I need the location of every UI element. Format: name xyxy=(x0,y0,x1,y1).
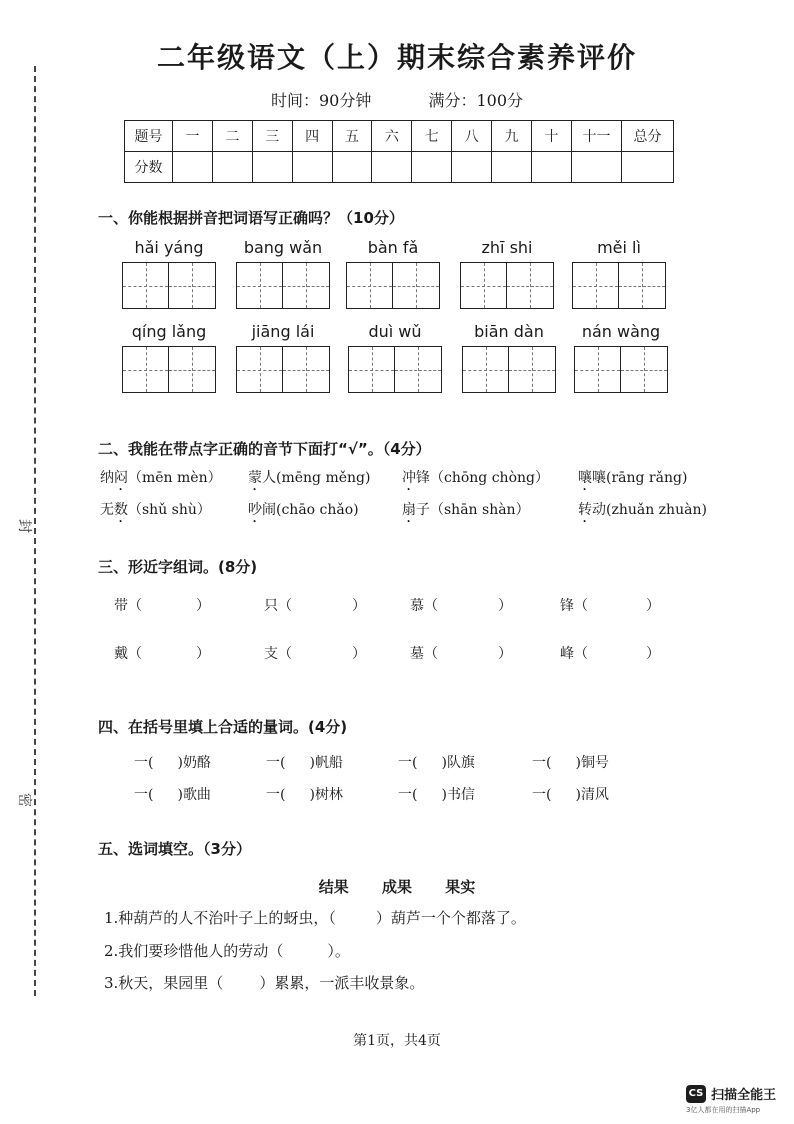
writing-box[interactable] xyxy=(393,262,440,309)
writing-box[interactable] xyxy=(460,262,507,309)
writing-box[interactable] xyxy=(574,346,621,393)
score-table-header-row xyxy=(125,121,674,152)
measure-item: 一( )铜号 xyxy=(532,755,609,771)
score-header-cell: 五 xyxy=(332,121,372,152)
score-header-cell: 九 xyxy=(492,121,532,152)
margin-char-secret: 密 xyxy=(16,793,32,807)
choice-item: 吵闹(chāo chǎo) xyxy=(248,502,359,518)
choice-item: 无数（shǔ shù） xyxy=(100,502,211,518)
pinyin-text: biān dàn xyxy=(474,322,544,341)
word-blank: 只（ ） xyxy=(264,598,366,614)
pinyin-item xyxy=(572,238,666,309)
measure-item: 一( )帆船 xyxy=(266,755,343,771)
writing-box[interactable] xyxy=(462,346,509,393)
margin-char-seal: 封 xyxy=(16,519,32,533)
word-option: 果实 xyxy=(445,878,476,896)
writing-box[interactable] xyxy=(346,262,393,309)
pinyin-row-1 xyxy=(0,238,794,328)
score-input-cell[interactable] xyxy=(532,152,572,183)
writing-box[interactable] xyxy=(169,346,216,393)
camscanner-logo-icon: CS xyxy=(686,1085,706,1103)
writing-box[interactable] xyxy=(169,262,216,309)
score-table xyxy=(124,120,674,183)
pinyin-text: nán wàng xyxy=(581,322,661,341)
exam-time: 时间：90分钟 xyxy=(270,91,372,110)
measure-item: 一( )队旗 xyxy=(398,755,475,771)
pinyin-text: jiāng lái xyxy=(251,322,315,341)
pinyin-text: bàn fǎ xyxy=(367,238,419,257)
choice-item: 嚷嚷(rāng rǎng) xyxy=(578,470,688,486)
score-input-cell[interactable] xyxy=(212,152,252,183)
pinyin-text: měi lì xyxy=(597,238,641,257)
pinyin-item xyxy=(460,238,554,309)
pinyin-text: qíng lǎng xyxy=(131,322,207,341)
score-header-cell: 总分 xyxy=(622,121,674,152)
choice-item: 冲锋（chōng chòng） xyxy=(402,470,549,486)
pinyin-item xyxy=(574,322,668,393)
word-blank: 支（ ） xyxy=(264,646,366,662)
writing-box[interactable] xyxy=(621,346,668,393)
watermark-brand: 扫描全能王 xyxy=(711,1088,777,1103)
measure-item: 一( )歌曲 xyxy=(134,787,211,803)
fill-question-3: 3.秋天，果园里（ ）累累，一派丰收景象。 xyxy=(104,974,425,992)
score-header-cell: 二 xyxy=(212,121,252,152)
score-input-cell[interactable] xyxy=(622,152,674,183)
choice-item: 转动(zhuǎn zhuàn) xyxy=(578,502,707,518)
score-input-cell[interactable] xyxy=(572,152,622,183)
pinyin-row-2 xyxy=(0,322,794,412)
measure-item: 一( )奶酪 xyxy=(134,755,211,771)
page-title: 二年级语文（上）期末综合素养评价 xyxy=(156,41,637,74)
measure-item: 一( )清风 xyxy=(532,787,609,803)
pinyin-text: bang wǎn xyxy=(243,238,323,257)
exam-full-score: 满分：100分 xyxy=(428,91,523,110)
score-header-cell: 一 xyxy=(173,121,213,152)
measure-item: 一( )书信 xyxy=(398,787,475,803)
section3-title: 三、形近字组词。(8分) xyxy=(98,558,258,576)
section5-title: 五、选词填空。（3分） xyxy=(98,840,251,858)
writing-box[interactable] xyxy=(509,346,556,393)
score-input-cell[interactable] xyxy=(372,152,412,183)
score-input-cell[interactable] xyxy=(492,152,532,183)
score-header-cell: 四 xyxy=(292,121,332,152)
word-option: 成果 xyxy=(381,878,412,896)
pinyin-text: duì wǔ xyxy=(368,322,422,341)
word-blank: 慕（ ） xyxy=(410,598,512,614)
score-input-cell[interactable] xyxy=(412,152,452,183)
word-blank: 带（ ） xyxy=(114,598,210,614)
pinyin-item xyxy=(122,238,216,309)
writing-box[interactable] xyxy=(395,346,442,393)
word-blank: 锋（ ） xyxy=(560,598,660,614)
pinyin-item xyxy=(122,322,216,393)
measure-item: 一( )树林 xyxy=(266,787,343,803)
section1-title: 一、你能根据拼音把词语写正确吗？（10分） xyxy=(98,209,404,227)
score-header-cell: 八 xyxy=(452,121,492,152)
score-input-cell[interactable] xyxy=(173,152,213,183)
exam-info xyxy=(0,88,794,111)
score-header-cell: 六 xyxy=(372,121,412,152)
pinyin-item xyxy=(236,238,330,309)
choice-item: 蒙人(mēng měng) xyxy=(248,470,371,486)
writing-box[interactable] xyxy=(283,262,330,309)
choice-item: 扇子（shān shàn） xyxy=(402,502,530,518)
watermark-tagline: 3亿人都在用的扫描App xyxy=(686,1106,761,1114)
writing-box[interactable] xyxy=(122,262,169,309)
score-input-cell[interactable] xyxy=(292,152,332,183)
word-option: 结果 xyxy=(318,878,349,896)
writing-box[interactable] xyxy=(122,346,169,393)
score-input-cell[interactable] xyxy=(252,152,292,183)
fill-question-1: 1.种葫芦的人不治叶子上的蚜虫，（ ）葫芦一个个都落了。 xyxy=(104,909,526,927)
writing-box[interactable] xyxy=(619,262,666,309)
writing-box[interactable] xyxy=(348,346,395,393)
writing-box[interactable] xyxy=(283,346,330,393)
writing-box[interactable] xyxy=(236,262,283,309)
pinyin-item xyxy=(346,238,440,309)
scanner-watermark xyxy=(686,1083,794,1115)
score-header-cell: 十 xyxy=(532,121,572,152)
pinyin-item xyxy=(348,322,442,393)
section2-title: 二、我能在带点字正确的音节下面打“√”。（4分） xyxy=(98,440,431,458)
score-header-cell: 三 xyxy=(252,121,292,152)
choice-item: 纳闷（mēn mèn） xyxy=(100,470,222,486)
score-input-cell[interactable] xyxy=(332,152,372,183)
score-header-cell: 题号 xyxy=(125,121,173,152)
word-bank xyxy=(0,876,794,897)
score-header-cell: 十一 xyxy=(572,121,622,152)
score-table-score-row xyxy=(125,152,674,183)
section4-title: 四、在括号里填上合适的量词。(4分) xyxy=(98,718,348,736)
word-blank: 墓（ ） xyxy=(410,646,512,662)
pinyin-text: hǎi yáng xyxy=(134,238,204,257)
fill-question-2: 2.我们要珍惜他人的劳动（ ）。 xyxy=(104,942,350,960)
writing-box[interactable] xyxy=(572,262,619,309)
word-blank: 戴（ ） xyxy=(114,646,210,662)
page-number: 第1页，共4页 xyxy=(353,1033,441,1049)
pinyin-item xyxy=(462,322,556,393)
writing-box[interactable] xyxy=(507,262,554,309)
score-input-cell[interactable] xyxy=(452,152,492,183)
score-header-cell: 七 xyxy=(412,121,452,152)
writing-box[interactable] xyxy=(236,346,283,393)
word-blank: 峰（ ） xyxy=(560,646,660,662)
pinyin-item xyxy=(236,322,330,393)
score-row-label: 分数 xyxy=(125,152,173,183)
pinyin-text: zhī shi xyxy=(481,238,533,257)
